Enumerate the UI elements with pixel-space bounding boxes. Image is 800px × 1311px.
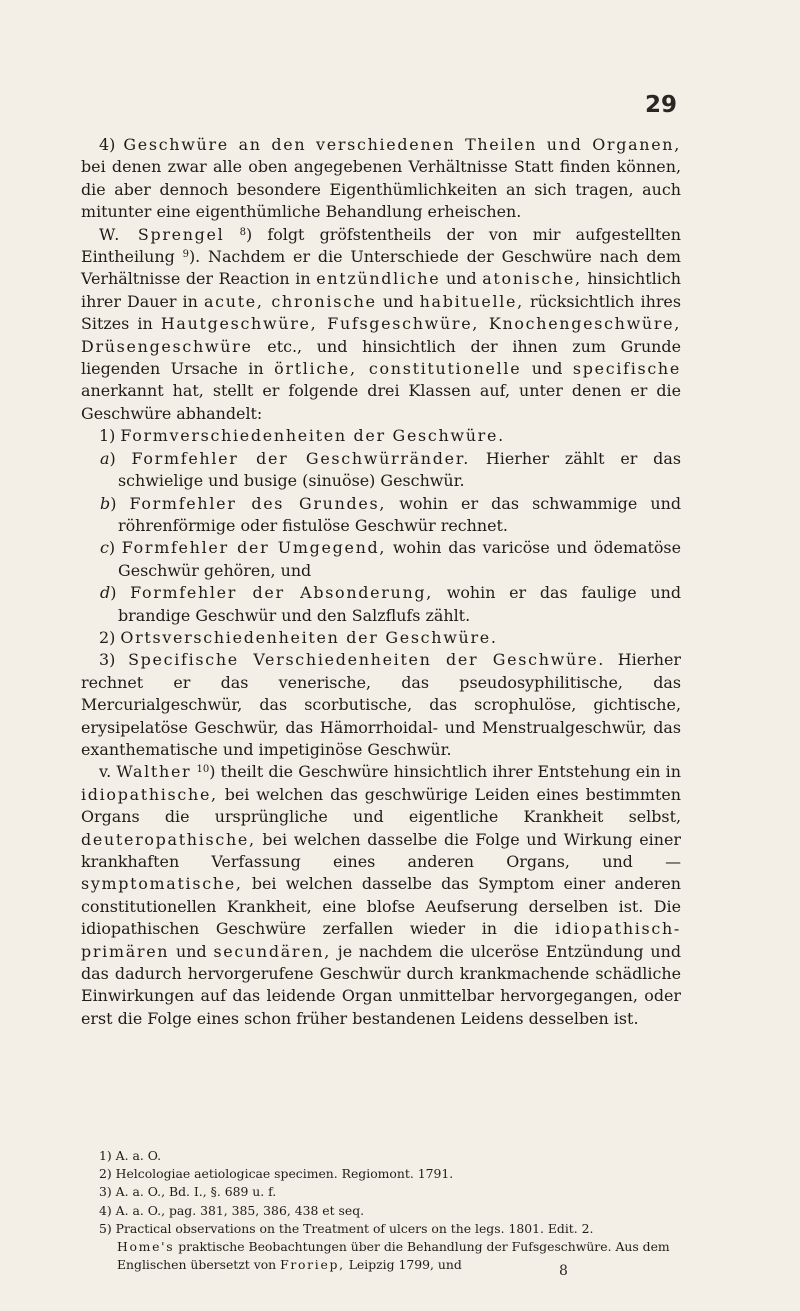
- list-item-1c: [81, 537, 681, 582]
- paragraph-text: bei welchen dasselbe die Folge und Wirkung einer krankhaften Verfassung eines anderen Organs, und —: [81, 829, 681, 871]
- page-number: 29: [644, 92, 677, 118]
- paragraph-text: etc., und hinsichtlich der ihnen zum Grunde liegenden Ursache in: [81, 336, 681, 379]
- paragraph-text: hinsichtlich ihrer Dauer in: [81, 269, 681, 311]
- spaced-term: Hautgeschwüre, Fufsgeschwüre, Knochengeschwüre, Drüsengeschwüre: [81, 314, 681, 356]
- spaced-term: habituelle,: [419, 291, 524, 311]
- paragraph-text: und: [169, 941, 214, 961]
- spaced-term: secundären,: [213, 941, 331, 961]
- spaced-heading: Formfehler der Absonderung,: [130, 583, 434, 603]
- item-letter: d: [100, 583, 111, 603]
- spaced-term: deuteropathische,: [81, 829, 256, 849]
- author-name-walther: Walther: [116, 762, 192, 782]
- paragraph-walther: [81, 761, 681, 1030]
- paragraph-text: wohin das varicöse und ödematöse Geschwür gehören, und: [118, 538, 681, 580]
- paragraph-text: und: [440, 269, 483, 289]
- item-letter-paren: ): [110, 583, 131, 603]
- spaced-term: örtliche, constitutionelle: [274, 359, 522, 379]
- spaced-term: acute, chronische: [203, 291, 377, 311]
- paragraph-text: und: [376, 291, 420, 311]
- spaced-heading: Formfehler des Grundes,: [129, 493, 387, 513]
- footnote-5-continued: [81, 1238, 681, 1274]
- spaced-term: idiopathische,: [81, 784, 218, 804]
- item-letter: a: [100, 448, 110, 468]
- spaced-term: atonische,: [482, 269, 582, 289]
- body-text: [81, 134, 681, 1030]
- item-letter-paren: ): [108, 538, 122, 558]
- footnote-ref: 9: [182, 249, 189, 261]
- spaced-term: idiopathisch-primären: [81, 919, 681, 961]
- paragraph-text: und: [521, 359, 573, 379]
- paragraph-text: ) folgt gröfstentheils der von mir aufgestellten Eintheilung: [81, 224, 681, 267]
- footnotes: [81, 1147, 681, 1274]
- footnote-3: 3) A. a. O., Bd. I., §. 689 u. f.: [99, 1184, 277, 1200]
- paragraph-sprengel: [81, 224, 681, 426]
- item-letter: c: [100, 538, 109, 558]
- list-item-1: [81, 425, 681, 447]
- paragraph-text: Hierher rechnet er das venerische, das pseudosyphilitische, das Mercurialgeschwür, das scorbutische, das scrophulöse, gichtische, erysipelatöse Geschwür, das Hämorrhoidal- und Menstrualgeschwür, das exanthematische und impetiginöse Geschwür.: [81, 650, 681, 759]
- spaced-heading: Formverschiedenheiten der Geschwüre.: [120, 426, 505, 446]
- author-name-froriep: Froriep,: [280, 1257, 345, 1273]
- item-letter: b: [100, 493, 111, 513]
- list-item-2: [81, 627, 681, 649]
- author-name-sprengel: W. Sprengel: [99, 224, 225, 244]
- paragraph-text: anerkannt hat, stellt er folgende drei Klassen auf, unter denen er die Geschwüre abhandelt:: [81, 381, 681, 423]
- spaced-term: specifische: [572, 359, 681, 379]
- footnote-ref: 8: [239, 226, 246, 238]
- footnote-4: 4) A. a. O., pag. 381, 385, 386, 438 et seq.: [99, 1202, 365, 1218]
- footnote-text: Leipzig 1799, und: [344, 1257, 462, 1273]
- spaced-heading: Formfehler der Geschwürränder.: [131, 448, 471, 468]
- paragraph-text: Hierher zählt er das schwielige und busige (sinuöse) Geschwür.: [118, 448, 681, 491]
- spaced-heading: Ortsverschiedenheiten der Geschwüre.: [120, 627, 498, 647]
- footnote-1: 1) A. a. O.: [99, 1148, 162, 1163]
- list-item-3: [81, 649, 681, 761]
- list-item-1a: [81, 448, 681, 493]
- paragraph-text: bei welchen dasselbe das Symptom einer anderen constitutionellen Krankheit, eine blofse Aeufserung derselben ist. Die idiopathischen Geschwüre zerfallen wieder in die: [81, 874, 681, 939]
- spaced-term: symptomatische,: [81, 874, 243, 894]
- signature-mark: 8: [559, 1263, 568, 1279]
- paragraph-text: wohin er das faulige und brandige Geschwür und den Salzflufs zählt.: [118, 583, 681, 625]
- spaced-heading: Geschwüre an den verschiedenen Theilen und Organen,: [123, 135, 681, 154]
- item-number: 4): [99, 135, 124, 154]
- list-item-1d: [81, 582, 681, 627]
- paragraph-text: rücksichtlich ihres Sitzes in: [81, 291, 681, 334]
- paragraph-text: v.: [99, 762, 117, 782]
- list-item-1b: [81, 493, 681, 538]
- footnote-ref: 10: [196, 764, 210, 776]
- footnote-2: 2) Helcologiae aetiologicae specimen. Regiomont. 1791.: [99, 1166, 454, 1182]
- paragraph-text: ). Nachdem er die Unterschiede der Geschwüre nach dem Verhältnisse der Reaction in: [81, 247, 681, 289]
- paragraph-text: je nachdem die ulceröse Entzündung und das dadurch hervorgerufene Geschwür durch krankmachende schädliche Einwirkungen auf das leidende Organ unmittelbar hervorgegangen, oder erst die Folge eines schon früher bestandenen Leidens desselben ist.: [81, 941, 681, 1028]
- item-letter-paren: ): [110, 493, 130, 513]
- spaced-heading: Specifische Verschiedenheiten der Geschwüre.: [128, 650, 606, 670]
- spaced-heading: Formfehler der Umgegend,: [121, 538, 387, 558]
- paragraph-text: ) theilt die Geschwüre hinsichtlich ihrer Entstehung ein in: [209, 762, 681, 782]
- spaced-term: entzündliche: [316, 269, 441, 289]
- paragraph-text: bei denen zwar alle oben angegebenen Verhältnisse Statt finden können, die aber dennoch besondere Eigenthümlichkeiten an sich tragen, auch mitunter eine eigenthümliche Behandlung erheischen.: [81, 157, 681, 222]
- item-number: 2): [99, 627, 121, 647]
- item-number: 3): [99, 650, 129, 670]
- footnote-text: praktische Beobachtungen über die Behandlung der Fufsgeschwüre. Aus dem Englischen übersetzt von: [117, 1239, 670, 1273]
- item-letter-paren: ): [109, 448, 132, 468]
- footnote-5: 5) Practical observations on the Treatment of ulcers on the legs. 1801. Edit. 2.: [99, 1220, 594, 1236]
- item-number: 1): [99, 426, 121, 446]
- paragraph-text: wohin er das schwammige und röhrenförmige oder fistulöse Geschwür rechnet.: [118, 493, 681, 535]
- author-name-home: Home's: [117, 1239, 175, 1255]
- paragraph-organ-ulcers: [81, 134, 681, 224]
- paragraph-text: bei welchen das geschwürige Leiden eines bestimmten Organs die ursprüngliche und eigentliche Krankheit selbst,: [81, 784, 681, 827]
